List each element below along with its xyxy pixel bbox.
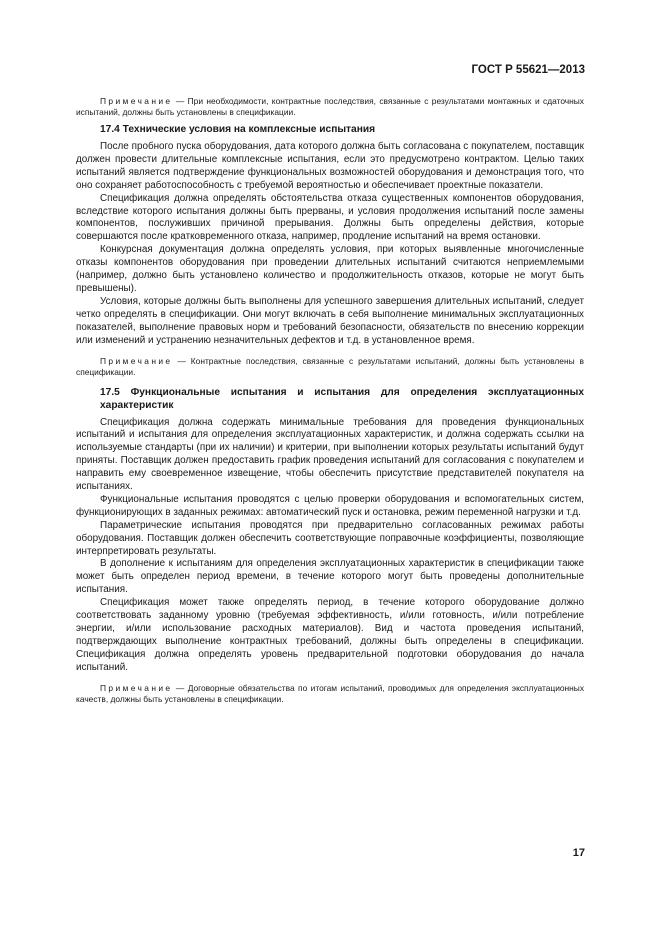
paragraph: После пробного пуска оборудования, дата которого должна быть согласована с покупателем, поставщик должен провести длительные комплексные испытания, если это предусмотрено контрактом. Целью таких испытаний является подтверждение функциональных возможностей оборудования и демонстрация того, что оно сохраняет работоспособность с требуемой вероятностью и обеспечивает проектные показатели. — [76, 141, 584, 191]
section-17-5-heading: 17.5 Функциональные испытания и испытания для определения эксплуатационных характеристик — [100, 386, 584, 411]
paragraph: Параметрические испытания проводятся при предварительно согласованных режимах работы оборудования. Поставщик должен обеспечить соответствующие поправочные коэффициенты, позволяющие интерпретировать результаты. — [76, 519, 584, 557]
document-id: ГОСТ Р 55621—2013 — [471, 64, 585, 76]
section-17-4-heading: 17.4 Технические условия на комплексные испытания — [100, 124, 376, 135]
note-3 — [76, 683, 584, 705]
note-label: Примечание — [100, 682, 173, 693]
paragraph: Конкурсная документация должна определять условия, при которых выявленные многочисленные отказы компонентов оборудования при проведении длительных испытаний считаются неприемлемыми (например, должно быть установлено количество и продолжительность отказов, которые не могут быть превышены). — [76, 244, 584, 294]
note-2 — [76, 356, 584, 378]
note-text: — Договорные обязательства по итогам испытаний, проводимых для определения эксплуатационных качеств, должны быть установлены в спецификации. — [76, 682, 585, 704]
paragraph: Функциональные испытания проводятся с целью проверки оборудования и вспомогательных систем, функционирующих в заданных режимах: автоматический пуск и остановка, режим переменной нагрузки и т.д. — [76, 493, 584, 518]
paragraph: Спецификация должна определять обстоятельства отказа существенных компонентов оборудования, вследствие которого испытания должны быть прерваны, и условия продолжения испытаний после замены компонентов, послуживших причиной прерывания. Должны быть определены действия, которые совершаются после кратковременного отказа, например, продление испытаний на время остановки. — [76, 192, 584, 243]
note-label: Примечание — [100, 355, 173, 366]
page-number: 17 — [572, 847, 585, 859]
paragraph: Условия, которые должны быть выполнены для успешного завершения длительных испытаний, следует четко определять в спецификации. Они могут включать в себя выполнение минимальных эксплуатационных показателей, выполнение правовых норм и требований безопасности, обязательств по внесению коррекции или изменений и устранению незначительных дефектов и т.д. в установленное время. — [76, 295, 584, 346]
note-text: — При необходимости, контрактные последствия, связанные с результатами монтажных и сдаточных испытаний, должны быть установлены в спецификации. — [76, 96, 584, 117]
paragraph: Спецификация должна содержать минимальные требования для проведения функциональных испытаний и испытания для определения эксплуатационных характеристик, и должна содержать ссылки на используемые стандарты (при их наличии) и критерии, при выполнении которых результаты испытаний будут приняты. Поставщик должен предоставить график проведения испытаний для согласования с покупателем и направить ему своевременное извещение, чтобы обеспечить присутствие представителей покупателя на испытаниях. — [76, 416, 584, 493]
note-label: Примечание — [100, 96, 173, 106]
paragraph: Спецификация может также определять период, в течение которого оборудование должно соответствовать заданному уровню (требуемая эффективность, и/или готовность, и/или потребление энергии, и/или использование расходных материалов). Вид и частота проведения испытаний, подтверждающих выполнение контрактных требований, должны быть определены в спецификации. Спецификация должна определять уровень предварительной подготовки оборудования до начала испытаний. — [76, 597, 584, 673]
page-content — [76, 96, 584, 705]
note-1 — [76, 96, 584, 118]
note-text: — Контрактные последствия, связанные с результатами испытаний, должны быть установлены в спецификации. — [76, 355, 584, 377]
paragraph: В дополнение к испытаниям для определения эксплуатационных характеристик в спецификации также может быть определен период времени, в течение которого могут быть проведены дополнительные испытания. — [76, 558, 584, 596]
